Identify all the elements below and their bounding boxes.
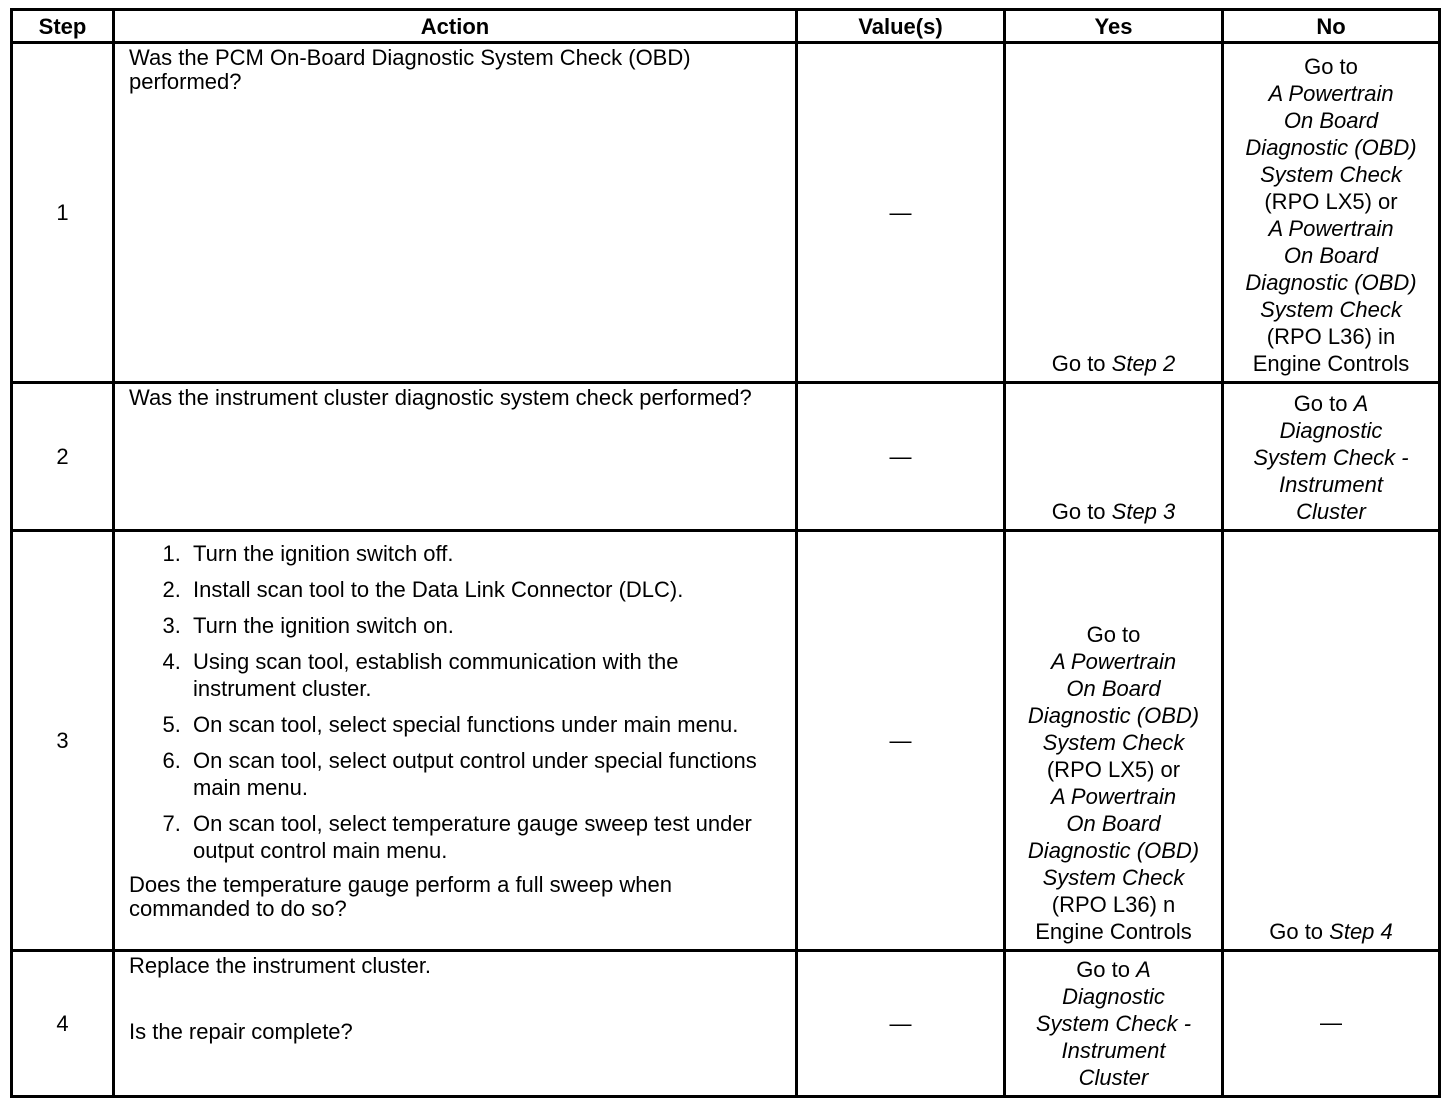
link-line: Instrument bbox=[1279, 472, 1383, 497]
yes-prefix: Go to bbox=[1076, 957, 1137, 982]
table-row-step-1 bbox=[12, 43, 1440, 383]
header-values: Value(s) bbox=[797, 10, 1005, 43]
no-link-step-4[interactable]: Step 4 bbox=[1329, 919, 1393, 944]
header-yes: Yes bbox=[1005, 10, 1223, 43]
value-cell: — bbox=[797, 43, 1005, 383]
action-question: Does the temperature gauge perform a full sweep when commanded to do so? bbox=[129, 872, 672, 921]
value-cell: — bbox=[797, 951, 1005, 1097]
no-link-diagnostic-check-cluster[interactable] bbox=[1228, 390, 1434, 525]
link-line: A Powertrain bbox=[1268, 81, 1394, 106]
list-item: 2. Install scan tool to the Data Link Connector (DLC). bbox=[187, 576, 785, 603]
link-line: A Powertrain bbox=[1050, 649, 1177, 674]
no-cell: — bbox=[1223, 951, 1440, 1097]
no-goto: Go to bbox=[1304, 54, 1358, 79]
link-line: A Powertrain bbox=[1050, 784, 1177, 809]
list-item: 5. On scan tool, select special functions under main menu. bbox=[187, 711, 785, 738]
link-line: On Board bbox=[1283, 243, 1379, 268]
yes-cell bbox=[1005, 531, 1223, 951]
step-number: 3 bbox=[12, 531, 114, 951]
diagnostic-table bbox=[10, 8, 1441, 1098]
link-line: System Check bbox=[1042, 865, 1185, 890]
link-line: System Check - bbox=[1035, 1011, 1192, 1036]
yes-prefix: Go to bbox=[1051, 351, 1112, 376]
action-question: Was the PCM On-Board Diagnostic System Check (OBD) performed? bbox=[129, 45, 691, 94]
yes-link-diagnostic-check-cluster[interactable] bbox=[1010, 956, 1217, 1091]
link-line: System Check bbox=[1260, 162, 1402, 187]
step-number: 2 bbox=[12, 383, 114, 531]
header-step: Step bbox=[12, 10, 114, 43]
list-item: 7. On scan tool, select temperature gauge sweep test under output control main menu. bbox=[187, 810, 785, 864]
list-item: 4. Using scan tool, establish communication with the instrument cluster. bbox=[187, 648, 785, 702]
no-prefix: Go to bbox=[1293, 391, 1354, 416]
yes-prefix: Go to bbox=[1051, 499, 1112, 524]
list-item: 1. Turn the ignition switch off. bbox=[187, 540, 785, 567]
yes-link-powertrain-obd-lx5[interactable] bbox=[1010, 648, 1217, 756]
action-question: Is the repair complete? bbox=[129, 1019, 353, 1044]
yes-link-step-2[interactable]: Step 2 bbox=[1111, 351, 1176, 376]
no-cell bbox=[1223, 383, 1440, 531]
link-line: On Board bbox=[1283, 108, 1379, 133]
no-cell bbox=[1223, 43, 1440, 383]
action-cell bbox=[114, 531, 797, 951]
link-line: Diagnostic (OBD) bbox=[1027, 838, 1200, 863]
link-line: A Powertrain bbox=[1268, 216, 1394, 241]
no-mid-text: (RPO LX5) or bbox=[1264, 189, 1398, 214]
link-line: On Board bbox=[1066, 676, 1161, 701]
value-cell: — bbox=[797, 383, 1005, 531]
yes-goto: Go to bbox=[1086, 622, 1141, 647]
no-tail-text: (RPO L36) in bbox=[1266, 324, 1396, 349]
link-line: A bbox=[1353, 391, 1369, 416]
link-line: Instrument bbox=[1061, 1038, 1166, 1063]
yes-link-step-3[interactable]: Step 3 bbox=[1111, 499, 1176, 524]
no-prefix: Go to bbox=[1269, 919, 1330, 944]
header-no: No bbox=[1223, 10, 1440, 43]
link-line: System Check bbox=[1260, 297, 1402, 322]
no-cell bbox=[1223, 531, 1440, 951]
yes-mid-text: (RPO LX5) or bbox=[1046, 757, 1181, 782]
link-line: A bbox=[1136, 957, 1151, 982]
no-tail-text: Engine Controls bbox=[1252, 351, 1410, 376]
yes-cell bbox=[1005, 951, 1223, 1097]
link-line: Diagnostic (OBD) bbox=[1245, 270, 1417, 295]
step-number: 4 bbox=[12, 951, 114, 1097]
link-line: Cluster bbox=[1296, 499, 1366, 524]
link-line: Diagnostic (OBD) bbox=[1245, 135, 1417, 160]
link-line: System Check bbox=[1042, 730, 1185, 755]
link-line: Diagnostic (OBD) bbox=[1027, 703, 1200, 728]
action-cell bbox=[114, 951, 797, 1097]
action-question: Was the instrument cluster diagnostic system check performed? bbox=[129, 385, 752, 410]
link-line: Diagnostic bbox=[1062, 984, 1165, 1009]
link-line: Cluster bbox=[1078, 1065, 1149, 1090]
header-action: Action bbox=[114, 10, 797, 43]
list-item: 6. On scan tool, select output control under special functions main menu. bbox=[187, 747, 785, 801]
yes-tail-text: (RPO L36) n bbox=[1051, 892, 1176, 917]
yes-cell bbox=[1005, 383, 1223, 531]
no-link-powertrain-obd-lx5[interactable] bbox=[1228, 80, 1434, 188]
link-line: On Board bbox=[1066, 811, 1161, 836]
step-number: 1 bbox=[12, 43, 114, 383]
list-item: 3. Turn the ignition switch on. bbox=[187, 612, 785, 639]
header-row bbox=[12, 10, 1440, 43]
yes-cell bbox=[1005, 43, 1223, 383]
table-row-step-2 bbox=[12, 383, 1440, 531]
procedure-list bbox=[129, 540, 785, 864]
yes-tail-text: Engine Controls bbox=[1035, 919, 1192, 944]
link-line: Diagnostic bbox=[1279, 418, 1383, 443]
action-cell bbox=[114, 383, 797, 531]
action-cell bbox=[114, 43, 797, 383]
action-instruction: Replace the instrument cluster. bbox=[129, 953, 432, 978]
table-row-step-4 bbox=[12, 951, 1440, 1097]
yes-link-powertrain-obd-l36[interactable] bbox=[1010, 783, 1217, 891]
value-cell: — bbox=[797, 531, 1005, 951]
link-line: System Check - bbox=[1253, 445, 1409, 470]
table-row-step-3 bbox=[12, 531, 1440, 951]
no-link-powertrain-obd-l36[interactable] bbox=[1228, 215, 1434, 323]
